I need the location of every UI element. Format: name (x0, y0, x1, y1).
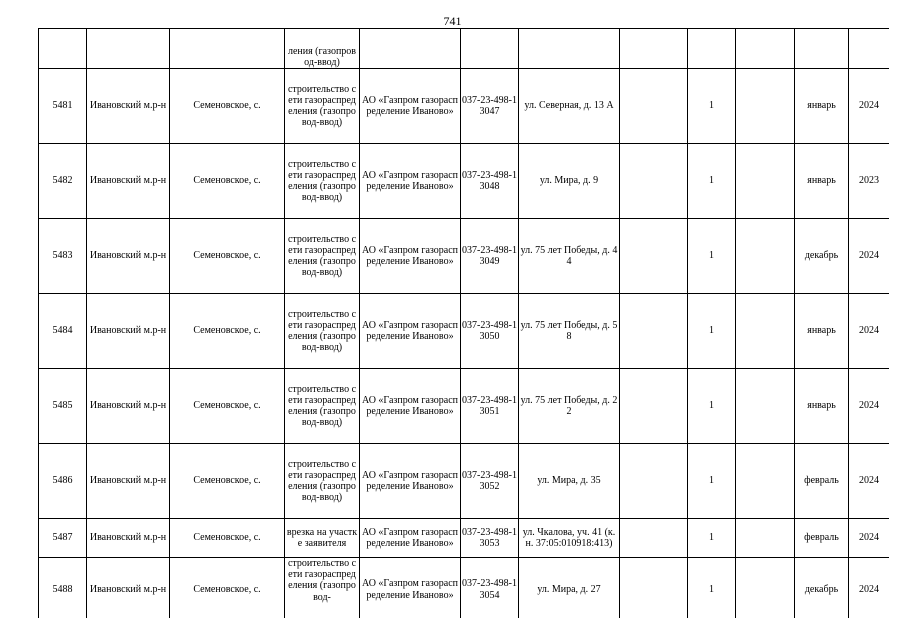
cell-col8 (620, 69, 688, 144)
cell-locality: Семеновское, с. (170, 294, 285, 369)
cell-col8 (620, 144, 688, 219)
cell-address (519, 29, 620, 69)
cell-work: строительство сети газораспределения (газопровод- (285, 558, 360, 619)
cell-work: врезка на участке заявителя (285, 519, 360, 558)
cell-year: 2023 (849, 144, 890, 219)
cell-code: 037-23-498-13048 (461, 144, 519, 219)
cell-num: 5485 (39, 369, 87, 444)
cell-month: декабрь (795, 219, 849, 294)
cell-work: строительство сети газораспределения (газопровод-ввод) (285, 294, 360, 369)
registry-table-container (38, 28, 889, 618)
cell-work: ления (газопровод-ввод) (285, 29, 360, 69)
cell-num: 5481 (39, 69, 87, 144)
cell-district: Ивановский м.р-н (87, 558, 170, 619)
table-body (39, 29, 890, 619)
cell-col10 (736, 558, 795, 619)
cell-district: Ивановский м.р-н (87, 144, 170, 219)
cell-col10 (736, 144, 795, 219)
cell-work: строительство сети газораспределения (газопровод-ввод) (285, 369, 360, 444)
cell-code: 037-23-498-13050 (461, 294, 519, 369)
cell-qty: 1 (688, 558, 736, 619)
cell-org (360, 29, 461, 69)
cell-locality: Семеновское, с. (170, 219, 285, 294)
cell-month: январь (795, 369, 849, 444)
cell-qty: 1 (688, 219, 736, 294)
cell-address: ул. Мира, д. 9 (519, 144, 620, 219)
cell-col10 (736, 519, 795, 558)
cell-col8 (620, 29, 688, 69)
cell-num: 5483 (39, 219, 87, 294)
cell-address: ул. 75 лет Победы, д. 44 (519, 219, 620, 294)
cell-qty: 1 (688, 69, 736, 144)
cell-org: АО «Газпром газораспределение Иваново» (360, 519, 461, 558)
cell-locality: Семеновское, с. (170, 558, 285, 619)
cell-work: строительство сети газораспределения (газопровод-ввод) (285, 219, 360, 294)
cell-num: 5484 (39, 294, 87, 369)
cell-year: 2024 (849, 444, 890, 519)
cell-month: февраль (795, 519, 849, 558)
cell-year: 2024 (849, 558, 890, 619)
table-row (39, 444, 890, 519)
cell-district: Ивановский м.р-н (87, 219, 170, 294)
cell-district: Ивановский м.р-н (87, 519, 170, 558)
cell-year: 2024 (849, 519, 890, 558)
cell-locality (170, 29, 285, 69)
registry-table (38, 28, 889, 618)
cell-col10 (736, 29, 795, 69)
cell-code (461, 29, 519, 69)
cell-qty: 1 (688, 369, 736, 444)
cell-year: 2024 (849, 69, 890, 144)
cell-work: строительство сети газораспределения (газопровод-ввод) (285, 69, 360, 144)
cell-col10 (736, 369, 795, 444)
cell-work: строительство сети газораспределения (газопровод-ввод) (285, 144, 360, 219)
cell-qty: 1 (688, 519, 736, 558)
table-row (39, 369, 890, 444)
cell-year: 2024 (849, 369, 890, 444)
cell-num: 5486 (39, 444, 87, 519)
cell-org: АО «Газпром газораспределение Иваново» (360, 144, 461, 219)
cell-month: январь (795, 69, 849, 144)
cell-code: 037-23-498-13052 (461, 444, 519, 519)
cell-num: 5488 (39, 558, 87, 619)
table-row-fragment-top (39, 29, 890, 69)
cell-address: ул. Северная, д. 13 А (519, 69, 620, 144)
cell-month (795, 29, 849, 69)
cell-org: АО «Газпром газораспределение Иваново» (360, 219, 461, 294)
cell-locality: Семеновское, с. (170, 144, 285, 219)
cell-month: февраль (795, 444, 849, 519)
cell-month: январь (795, 144, 849, 219)
table-row (39, 294, 890, 369)
cell-code: 037-23-498-13049 (461, 219, 519, 294)
cell-work: строительство сети газораспределения (газопровод-ввод) (285, 444, 360, 519)
cell-qty (688, 29, 736, 69)
cell-col8 (620, 519, 688, 558)
cell-org: АО «Газпром газораспределение Иваново» (360, 69, 461, 144)
cell-address: ул. Чкалова, уч. 41 (к.н. 37:05:010918:413) (519, 519, 620, 558)
cell-org: АО «Газпром газораспределение Иваново» (360, 444, 461, 519)
cell-district: Ивановский м.р-н (87, 69, 170, 144)
cell-qty: 1 (688, 294, 736, 369)
table-row (39, 519, 890, 558)
cell-col10 (736, 219, 795, 294)
cell-month: декабрь (795, 558, 849, 619)
cell-col10 (736, 444, 795, 519)
cell-address: ул. Мира, д. 35 (519, 444, 620, 519)
cell-org: АО «Газпром газораспределение Иваново» (360, 369, 461, 444)
cell-col8 (620, 219, 688, 294)
cell-locality: Семеновское, с. (170, 69, 285, 144)
cell-locality: Семеновское, с. (170, 444, 285, 519)
cell-qty: 1 (688, 444, 736, 519)
cell-address: ул. 75 лет Победы, д. 58 (519, 294, 620, 369)
cell-org: АО «Газпром газораспределение Иваново» (360, 558, 461, 619)
cell-address: ул. Мира, д. 27 (519, 558, 620, 619)
cell-num (39, 29, 87, 69)
cell-year (849, 29, 890, 69)
table-row (39, 144, 890, 219)
cell-year: 2024 (849, 219, 890, 294)
cell-qty: 1 (688, 144, 736, 219)
cell-locality: Семеновское, с. (170, 369, 285, 444)
cell-num: 5487 (39, 519, 87, 558)
table-row (39, 69, 890, 144)
cell-col8 (620, 444, 688, 519)
cell-num: 5482 (39, 144, 87, 219)
cell-district: Ивановский м.р-н (87, 294, 170, 369)
cell-col8 (620, 294, 688, 369)
cell-district: Ивановский м.р-н (87, 444, 170, 519)
table-row (39, 219, 890, 294)
cell-code: 037-23-498-13047 (461, 69, 519, 144)
cell-month: январь (795, 294, 849, 369)
page-number: 741 (443, 14, 462, 28)
cell-district: Ивановский м.р-н (87, 369, 170, 444)
cell-col10 (736, 294, 795, 369)
cell-col8 (620, 558, 688, 619)
cell-code: 037-23-498-13053 (461, 519, 519, 558)
cell-code: 037-23-498-13051 (461, 369, 519, 444)
cell-org: АО «Газпром газораспределение Иваново» (360, 294, 461, 369)
cell-district (87, 29, 170, 69)
cell-col8 (620, 369, 688, 444)
cell-address: ул. 75 лет Победы, д. 22 (519, 369, 620, 444)
cell-col10 (736, 69, 795, 144)
table-row-fragment-bottom (39, 558, 890, 619)
cell-locality: Семеновское, с. (170, 519, 285, 558)
cell-year: 2024 (849, 294, 890, 369)
cell-code: 037-23-498-13054 (461, 558, 519, 619)
